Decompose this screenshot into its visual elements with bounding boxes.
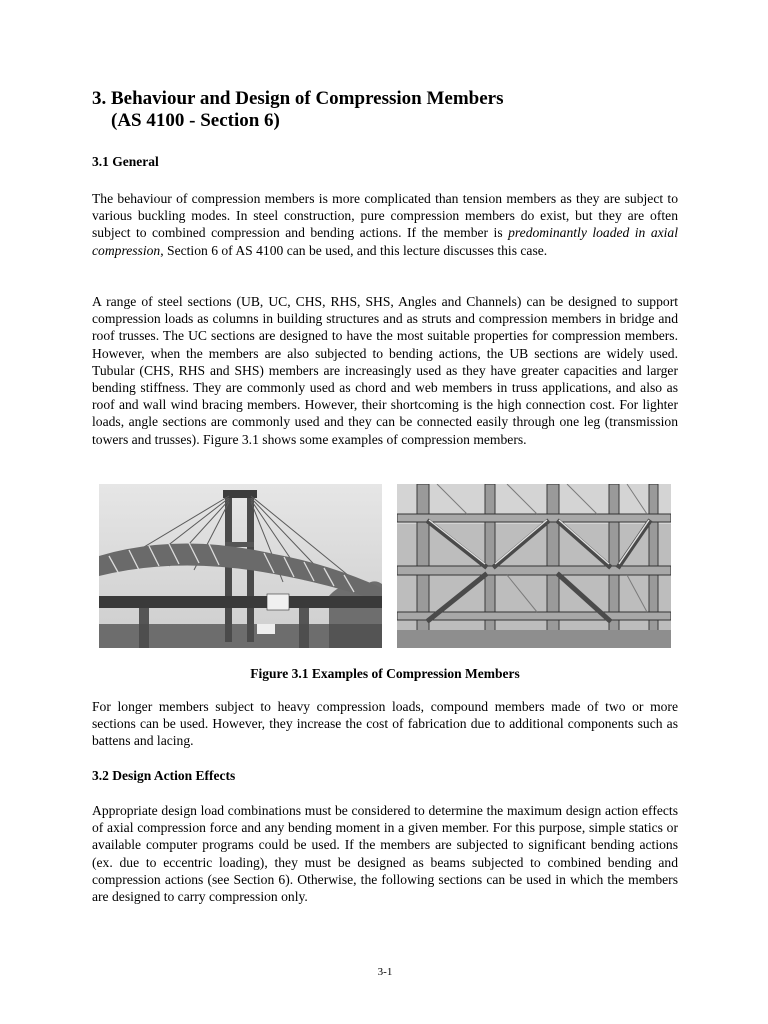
chapter-heading-line2: (AS 4100 - Section 6) xyxy=(111,110,280,131)
page-number: 3-1 xyxy=(377,966,393,978)
para1-text-end: , Section 6 of AS 4100 can be used, and this lecture discusses this case. xyxy=(160,242,548,258)
para1-emphasis: predominantly loaded in axial compression xyxy=(92,225,678,258)
section-3-1-title: 3.1 General xyxy=(92,154,159,169)
figure-caption: Figure 3.1 Examples of Compression Members xyxy=(250,666,520,681)
chapter-heading-line1: 3. Behaviour and Design of Compression Members xyxy=(92,88,504,109)
compound-members-paragraph: For longer members subject to heavy compression loads, compound members made of two or more sections can be used. However, they increase the cost of fabrication due to additional components such as battens and lacing. xyxy=(92,699,678,749)
chapter-heading xyxy=(92,88,678,132)
section-3-2-title: 3.2 Design Action Effects xyxy=(92,768,236,783)
steel-frame-photo xyxy=(397,484,671,648)
general-paragraph-2: A range of steel sections (UB, UC, CHS, RHS, SHS, Angles and Channels) can be designed to support compression loads as columns in building structures and as struts and compression members in bridge and roof trusses. The UC sections are designed to have the most suitable properties for compression members. However, when the members are also subjected to bending actions, the UB sections are widely used. Tubular (CHS, RHS and SHS) members are increasingly used as they have greater capacities and larger bending stiffness. They are commonly used as chord and web members in truss applications, and also as roof and wall wind bracing members. However, their shortcoming is the high connection cost. For lighter loads, angle sections are commonly used and they can be connected easily through one leg (transmission towers and trusses). Figure 3.1 shows some examples of compression members. xyxy=(92,294,678,447)
design-action-effects-paragraph: Appropriate design load combinations must be considered to determine the maximum design action effects of axial compression force and any bending moment in a given member. For this purpose, simple statics or available computer programs could be used. If the members are subjected to significant bending actions (ex. due to eccentric loading), they must be designed as beams subjected to combined bending and compression actions (see Section 6). Otherwise, the following sections can be used in which the members are designed to carry compression only. xyxy=(92,803,678,905)
para1-text-start: The behaviour of compression members is more complicated than tension members as they are subject to various buckling modes. In steel construction, pure compression members do exist, but they are often subject to combined compression and bending actions. If the member is xyxy=(92,191,678,241)
general-paragraph-1 xyxy=(92,190,678,259)
bridge-photo xyxy=(99,484,382,648)
